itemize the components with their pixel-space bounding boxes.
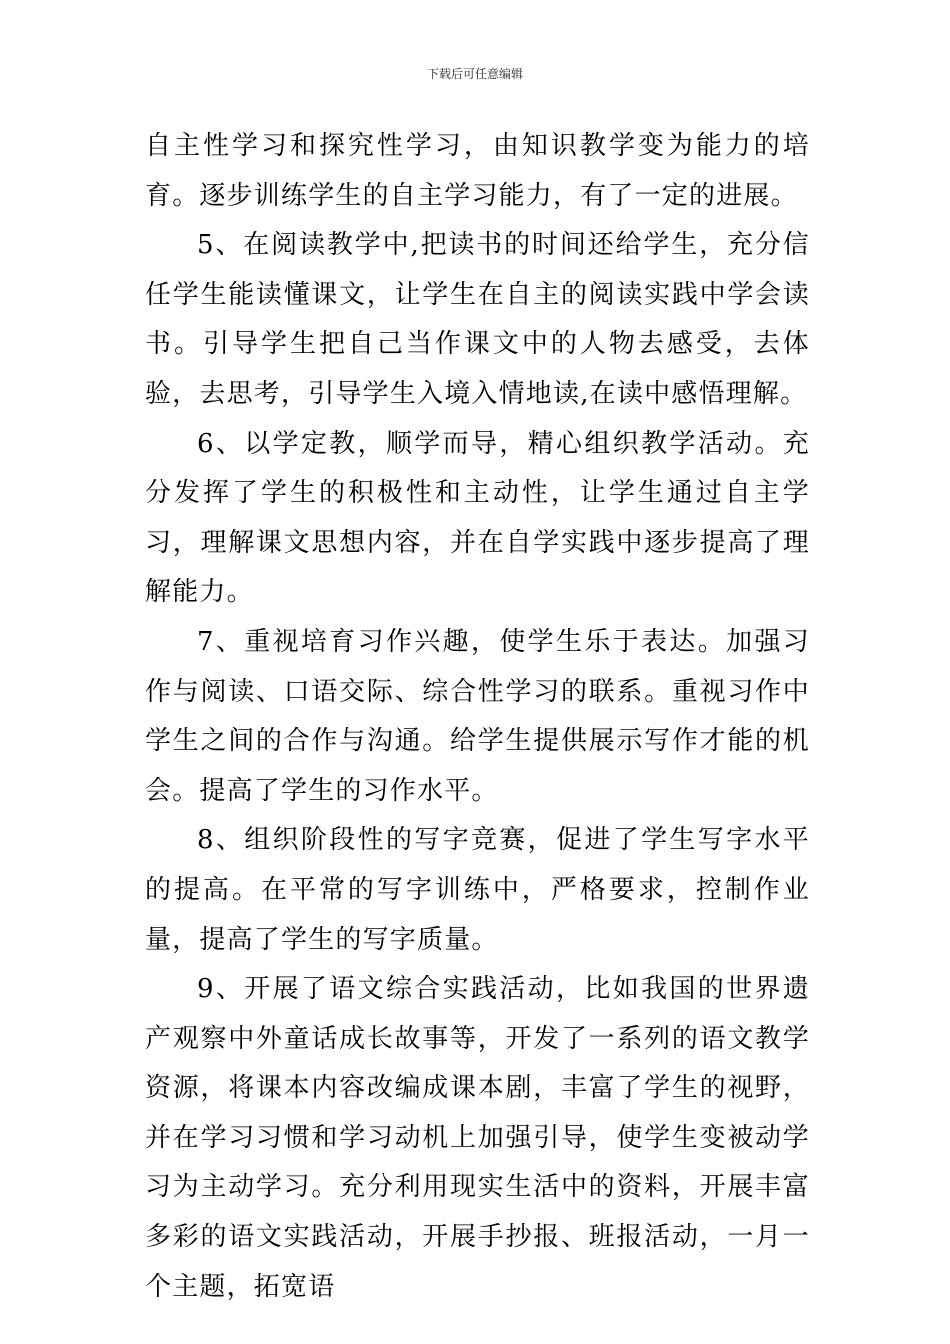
paragraph-item-5: 5、在阅读教学中,把读书的时间还给学生，充分信任学生能读懂课文，让学生在自主的阅读实践中学会读书。引导学生把自己当作课文中的人物去感受，去体验，去思考，引导学生入境入情地读,在读中感悟理解。 — [145, 230, 810, 409]
paragraph-continuation: 自主性学习和探究性学习，由知识教学变为能力的培育。逐步训练学生的自主学习能力，有了一定的进展。 — [145, 131, 810, 211]
paragraph-item-7: 7、重视培育习作兴趣，使学生乐于表达。加强习作与阅读、口语交际、综合性学习的联系。重视习作中学生之间的合作与沟通。给学生提供展示写作才能的机会。提高了学生的习作水平。 — [145, 626, 810, 806]
paragraph-item-8: 8、组织阶段性的写字竞赛，促进了学生写字水平的提高。在平常的写字训练中，严格要求，控制作业量，提高了学生的写字质量。 — [145, 825, 810, 955]
page-header-note: 下载后可任意编辑 — [426, 67, 523, 81]
document-body — [145, 122, 810, 1312]
paragraph-item-6: 6、以学定教，顺学而导，精心组织教学活动。充分发挥了学生的积极性和主动性，让学生通过自主学习，理解课文思想内容，并在自学实践中逐步提高了理解能力。 — [145, 428, 810, 608]
paragraph-item-9: 9、开展了语文综合实践活动，比如我国的世界遗产观察中外童话成长故事等，开发了一系列的语文教学资源，将课本内容改编成课本剧，丰富了学生的视野，并在学习习惯和学习动机上加强引导，使学生变被动学习为主动学习。充分利用现实生活中的资料，开展丰富多彩的语文实践活动，开展手抄报、班报活动，一月一个主题，拓宽语 — [145, 974, 810, 1302]
